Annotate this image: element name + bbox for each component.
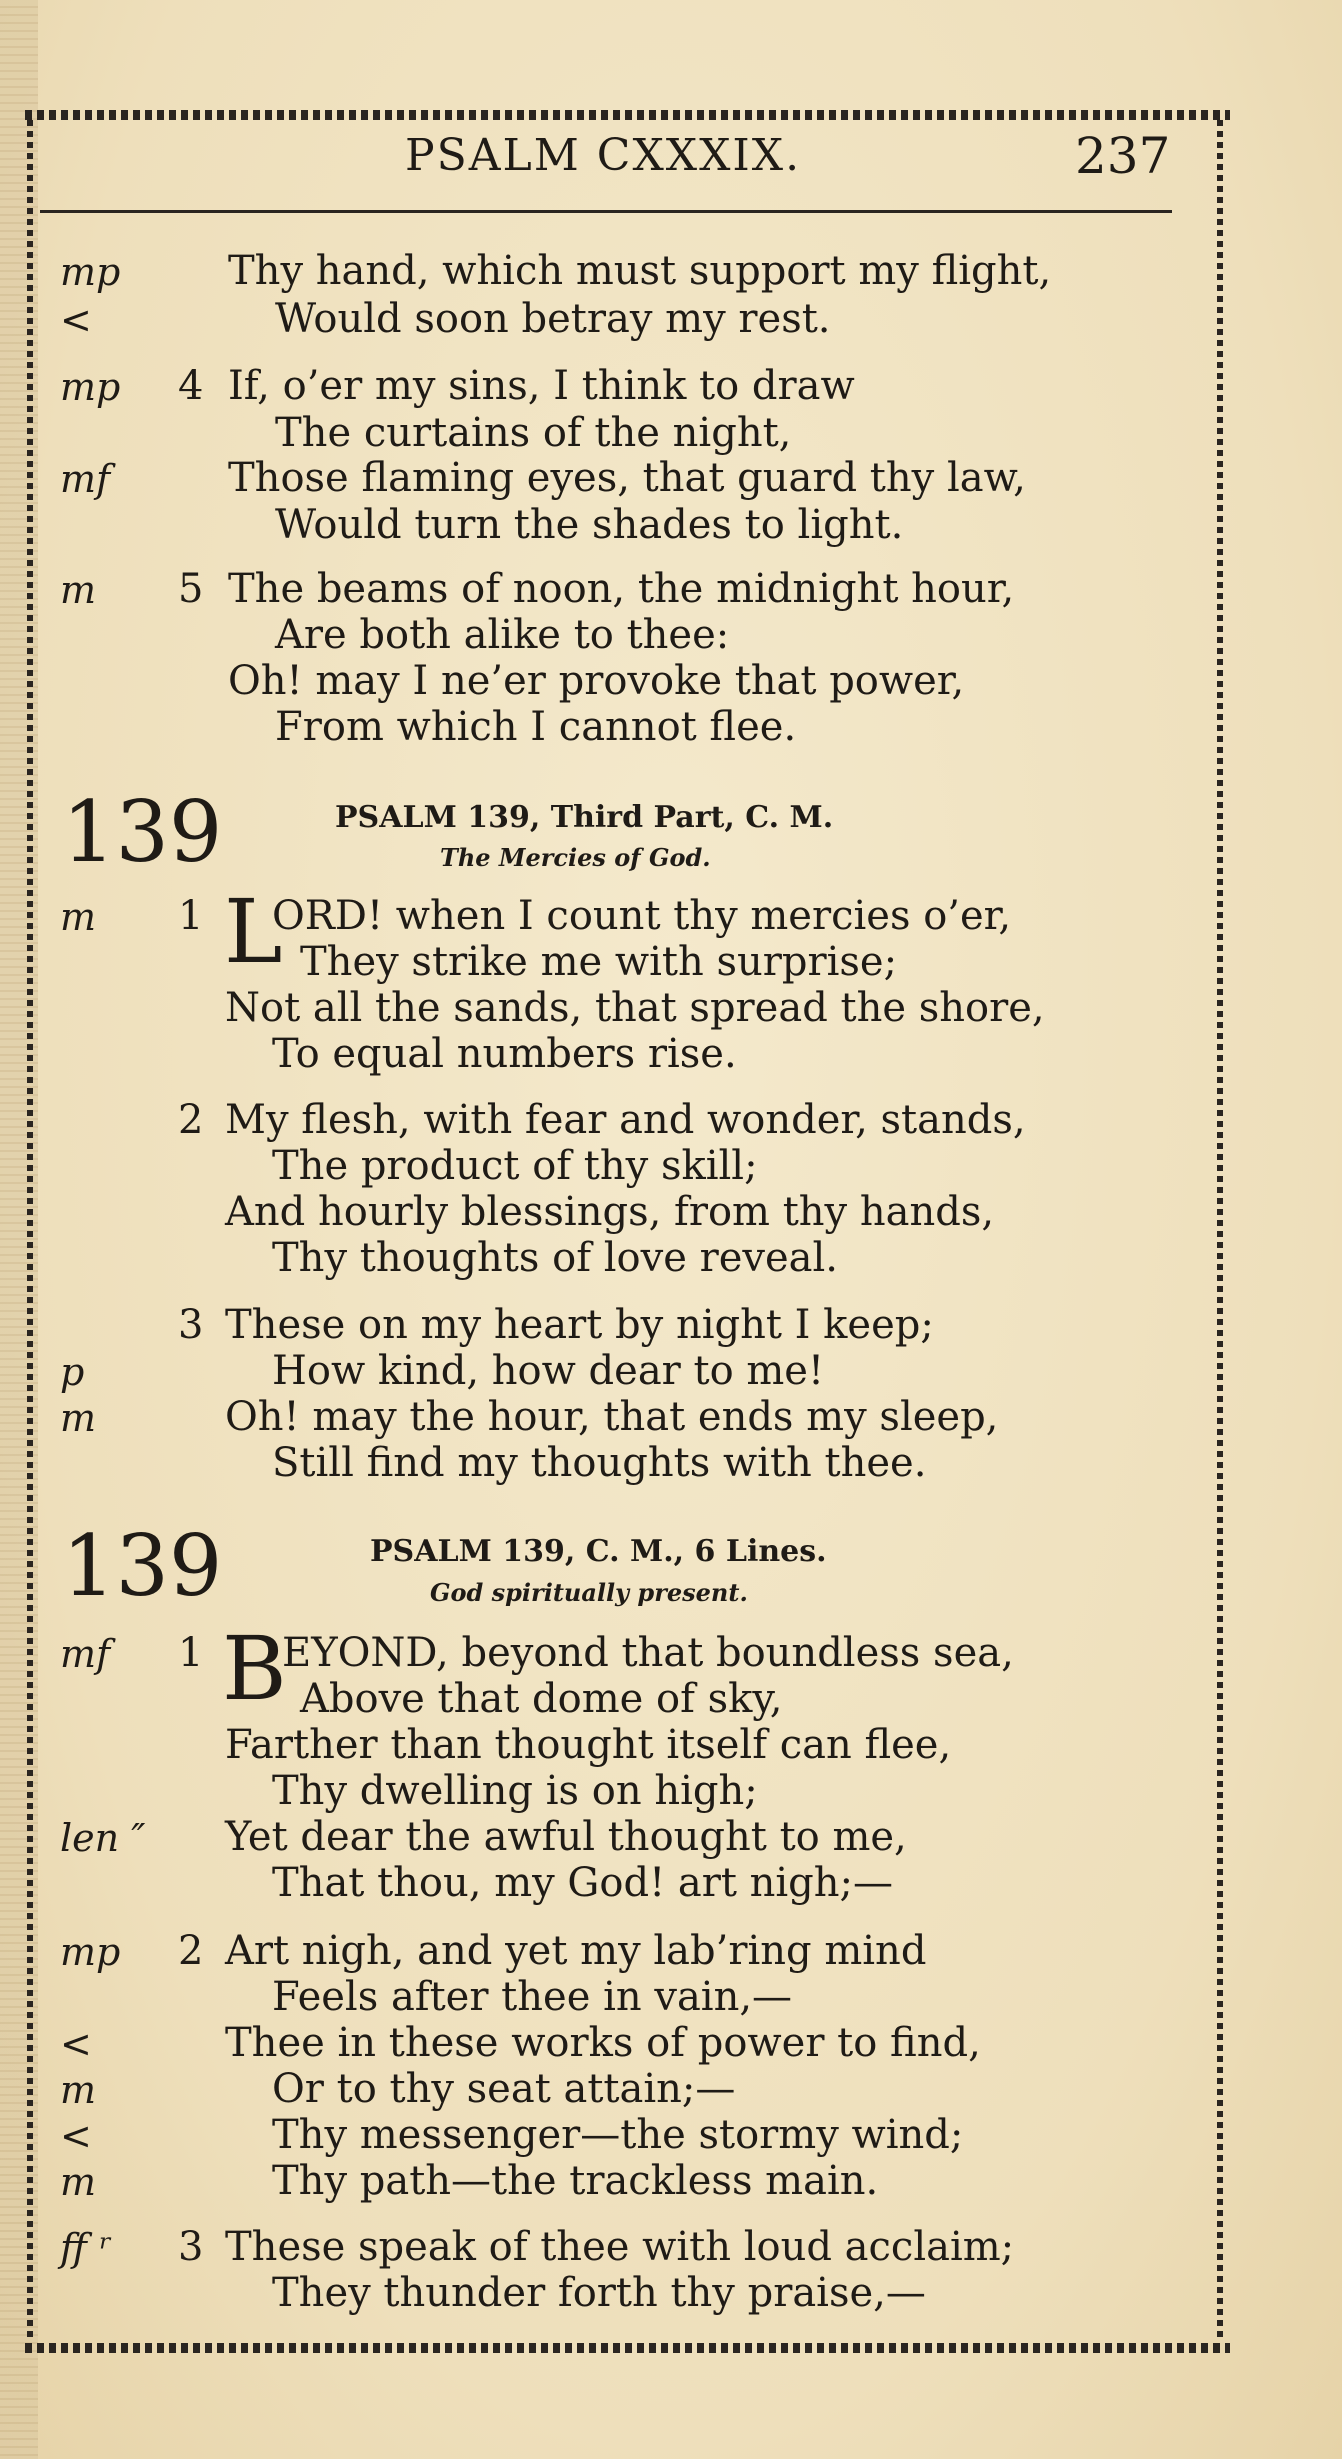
dynamic-mark: m (60, 2160, 97, 2204)
verse-line: Above that dome of sky, (300, 1676, 783, 1722)
verse-line: Oh! may I ne’er provoke that power, (228, 658, 965, 704)
dynamic-mark: mp (60, 365, 121, 409)
verse-line: Those flaming eyes, that guard thy law, (228, 455, 1026, 501)
dynamic-mark: m (60, 568, 97, 612)
drop-cap: B (222, 1617, 287, 1720)
hymn-number: 139 (62, 1517, 223, 1615)
verse-line: And hourly blessings, from thy hands, (225, 1189, 995, 1235)
verse-number: 5 (178, 566, 204, 612)
dynamic-mark: < (60, 2022, 92, 2066)
dynamic-mark: m (60, 1396, 97, 1440)
verse-line: Thy messenger—the stormy wind; (272, 2112, 964, 2158)
psalm-title: PSALM 139, C. M., 6 Lines. (370, 1534, 827, 1569)
dynamic-mark: m (60, 895, 97, 939)
verse-line: Are both alike to thee: (275, 612, 730, 658)
psalm-subtitle: God spiritually present. (430, 1578, 748, 1607)
verse-line: Thy hand, which must support my flight, (228, 248, 1052, 294)
verse-line: If, o’er my sins, I think to draw (228, 363, 855, 409)
dynamic-mark: len ″ (60, 1816, 146, 1860)
page-number: 237 (1075, 127, 1171, 185)
verse-line: How kind, how dear to me! (272, 1348, 825, 1394)
dynamic-mark: ff ʳ (60, 2226, 113, 2270)
dynamic-mark: < (60, 2114, 92, 2158)
ornamental-right-border (1217, 120, 1223, 2342)
psalm-subtitle: The Mercies of God. (440, 843, 711, 872)
verse-line: The product of thy skill; (272, 1143, 758, 1189)
verse-number: 3 (178, 2224, 204, 2270)
dynamic-mark: mp (60, 250, 121, 294)
verse-line: Would soon betray my rest. (275, 296, 831, 342)
verse-line: The curtains of the night, (275, 410, 792, 456)
verse-line: Art nigh, and yet my lab’ring mind (225, 1928, 927, 1974)
dynamic-mark: mp (60, 1930, 121, 1974)
verse-number: 2 (178, 1097, 204, 1143)
dynamic-mark: < (60, 298, 92, 342)
ornamental-top-rule (25, 110, 1230, 120)
verse-line: The beams of noon, the midnight hour, (228, 566, 1015, 612)
psalm-title: PSALM 139, Third Part, C. M. (335, 800, 834, 835)
hymn-number: 139 (62, 783, 223, 881)
verse-line: Thy dwelling is on high; (272, 1768, 758, 1814)
header-rule (40, 210, 1172, 213)
verse-line: That thou, my God! art nigh;— (272, 1860, 894, 1906)
dynamic-mark: mf (60, 1632, 111, 1676)
verse-number: 1 (178, 893, 204, 939)
verse-line: Farther than thought itself can flee, (225, 1722, 952, 1768)
ornamental-left-border (27, 120, 33, 2342)
verse-line: These on my heart by night I keep; (225, 1302, 934, 1348)
verse-line: ORD! when I count thy mercies o’er, (272, 893, 1012, 939)
verse-line: These speak of thee with loud acclaim; (225, 2224, 1015, 2270)
verse-line: From which I cannot flee. (275, 704, 797, 750)
drop-cap: L (224, 880, 283, 983)
verse-line: Thy thoughts of love reveal. (272, 1235, 838, 1281)
verse-line: Still find my thoughts with thee. (272, 1440, 927, 1486)
dynamic-mark: p (60, 1350, 85, 1394)
verse-number: 3 (178, 1302, 204, 1348)
verse-line: Oh! may the hour, that ends my sleep, (225, 1394, 999, 1440)
verse-line: Yet dear the awful thought to me, (225, 1814, 907, 1860)
verse-line: Would turn the shades to light. (275, 502, 904, 548)
verse-line: They strike me with surprise; (300, 939, 898, 985)
verse-number: 1 (178, 1630, 204, 1676)
dynamic-mark: m (60, 2068, 97, 2112)
running-head: PSALM CXXXIX. (405, 130, 802, 181)
verse-line: Or to thy seat attain;— (272, 2066, 736, 2112)
verse-number: 4 (178, 363, 204, 409)
verse-line: Feels after thee in vain,— (272, 1974, 793, 2020)
verse-line: Not all the sands, that spread the shore, (225, 985, 1045, 1031)
dynamic-mark: mf (60, 457, 111, 501)
verse-line: They thunder forth thy praise,— (272, 2270, 926, 2316)
verse-line: EYOND, beyond that boundless sea, (282, 1630, 1014, 1676)
verse-line: My flesh, with fear and wonder, stands, (225, 1097, 1026, 1143)
verse-number: 2 (178, 1928, 204, 1974)
verse-line: Thy path—the trackless main. (272, 2158, 879, 2204)
verse-line: To equal numbers rise. (272, 1031, 737, 1077)
verse-line: Thee in these works of power to find, (225, 2020, 981, 2066)
ornamental-bottom-rule (25, 2343, 1230, 2353)
